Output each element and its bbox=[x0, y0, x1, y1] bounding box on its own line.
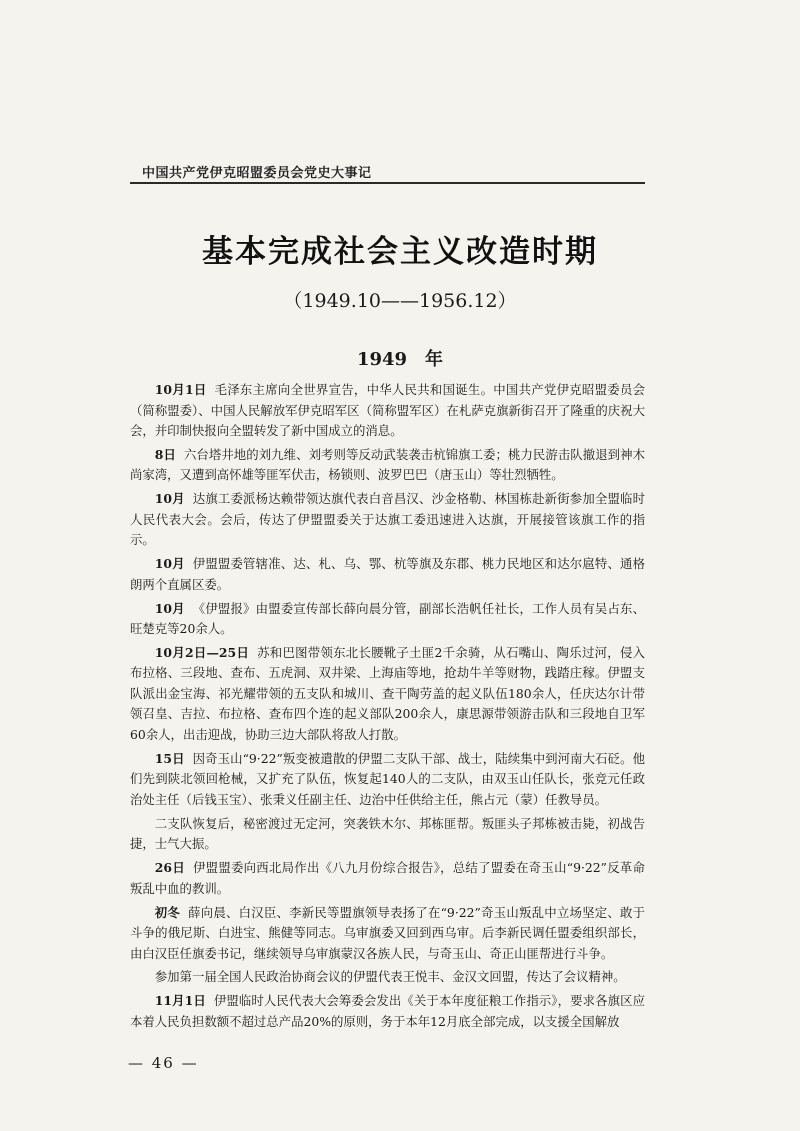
entry-text: 达旗工委派杨达赖带领达旗代表白音昌汉、沙金格勒、林国栋赴新街参加全盟临时人民代表大会。会后，传达了伊盟盟委关于达旗工委迅速进入达旗，开展接管该旗工作的指示。 bbox=[130, 491, 646, 548]
entry-text: 苏和巴图带领东北长腰靴子土匪2千余骑，从石嘴山、陶乐过河，侵入布拉格、三段地、查布、五虎洞、双井梁、上海庙等地，抢劫牛羊等财物，践踏庄稼。伊盟支队派出金宝海、祁光耀带领的五支队和城川、查干陶劳盖的起义队伍180余人，任庆达尔计带领召皇、吉拉、布拉格、查布四个连的起义部队200余人，康思源带领游击队和三段地自卫军60余人，出击迎战，协助三边大部队将敌人打散。 bbox=[130, 644, 645, 742]
entry-paragraph bbox=[130, 858, 645, 899]
entry-date: 15日 bbox=[154, 750, 185, 766]
entry-paragraph bbox=[130, 903, 645, 965]
chapter-period: （1949.10——1956.12） bbox=[283, 290, 517, 312]
entry-paragraph bbox=[130, 814, 645, 855]
entry-date: 10月 bbox=[154, 600, 185, 616]
entry-text: 六台塔井地的刘九维、刘考则等反动武装袭击杭锦旗工委；桃力民游击队撤退到神木尚家湾，又遭到高怀雄等匪军伏击，杨锁则、波罗巴巴（唐玉山）等壮烈牺牲。 bbox=[130, 446, 645, 483]
entry-paragraph bbox=[130, 380, 645, 442]
entry-date: 初冬 bbox=[154, 904, 181, 920]
entry-date: 10月 bbox=[154, 491, 185, 507]
header-rule bbox=[130, 182, 645, 184]
entry-text: 《伊盟报》由盟委宣传部长薛向晨分管，副部长浩帆任社长，工作人员有吴占东、旺楚克等20余人。 bbox=[130, 600, 646, 637]
entry-date: 8日 bbox=[154, 446, 176, 462]
chapter-title: 基本完成社会主义改造时期 bbox=[202, 234, 598, 270]
entry-text: 毛泽东主席向全世界宣告，中华人民共和国诞生。中国共产党伊克昭盟委员会（简称盟委）、中国人民解放军伊克昭军区（简称盟军区）在札萨克旗新街召开了隆重的庆祝大会，并印制快报向全盟转发了新中国成立的消息。 bbox=[130, 382, 645, 438]
entry-paragraph bbox=[130, 445, 645, 486]
entry-date: 10月1日 bbox=[154, 382, 207, 397]
page-number: — 46 — bbox=[128, 1054, 199, 1072]
entry-text: 伊盟临时人民代表大会筹委会发出《关于本年度征粮工作指示》，要求各旗区应本着人民负担数额不超过总产品20%的原则，务于本年12月底全部完成，以支援全国解放 bbox=[130, 993, 645, 1029]
running-header: 中国共产党伊克昭盟委员会党史大事记 bbox=[142, 166, 372, 181]
entry-date: 26日 bbox=[154, 860, 185, 876]
entry-text: 薛向晨、白汉臣、李新民等盟旗领导表扬了在“9·22”奇玉山叛乱中立场坚定、敢于斗争的俄尼斯、白进宝、熊健等同志。乌审旗委又回到西乌审。后李新民调任盟委组织部长，由白汉臣任旗委书记，继续领导乌审旗蒙汉各族人民，与奇玉山、奇正山匪帮进行斗争。 bbox=[130, 904, 646, 961]
entry-text: 伊盟盟委管辖准、达、札、乌、鄂、杭等旗及东郡、桃力民地区和达尔扈特、通格朗两个直属区委。 bbox=[130, 556, 646, 592]
entry-paragraph bbox=[130, 554, 645, 595]
entry-date: 10月 bbox=[154, 556, 185, 572]
entry-paragraph bbox=[130, 967, 645, 988]
entry-paragraph bbox=[130, 489, 645, 551]
entry-date: 11月1日 bbox=[154, 993, 206, 1009]
entry-text: 二支队恢复后，秘密渡过无定河，突袭铁木尔、邦栋匪帮。叛匪头子邦栋被击毙，初战告捷，士气大振。 bbox=[130, 815, 645, 852]
entry-date: 10月2日—25日 bbox=[154, 644, 250, 660]
entry-text: 参加第一届全国人民政治协商会议的伊盟代表王悦丰、金汉文回盟，传达了会议精神。 bbox=[154, 969, 626, 985]
chronicle-body bbox=[130, 380, 645, 1036]
year-heading: 1949 年 bbox=[356, 349, 444, 370]
entry-paragraph bbox=[130, 599, 645, 640]
entry-text: 因奇玉山“9·22”叛变被遣散的伊盟二支队干部、战士，陆续集中到河南大石砭。他们先到陕北领回枪械，又扩充了队伍，恢复起140人的二支队，由双玉山任队长，张竞元任政治处主任（后钱玉宝）、张秉义任副主任、边治中任供给主任，熊占元（蒙）任教导员。 bbox=[130, 750, 645, 807]
entry-paragraph bbox=[130, 643, 645, 746]
entry-paragraph bbox=[130, 749, 645, 811]
entry-paragraph bbox=[130, 991, 645, 1032]
entry-text: 伊盟盟委向西北局作出《八九月份综合报告》，总结了盟委在奇玉山“9·22”反革命叛乱中血的教训。 bbox=[130, 860, 645, 896]
